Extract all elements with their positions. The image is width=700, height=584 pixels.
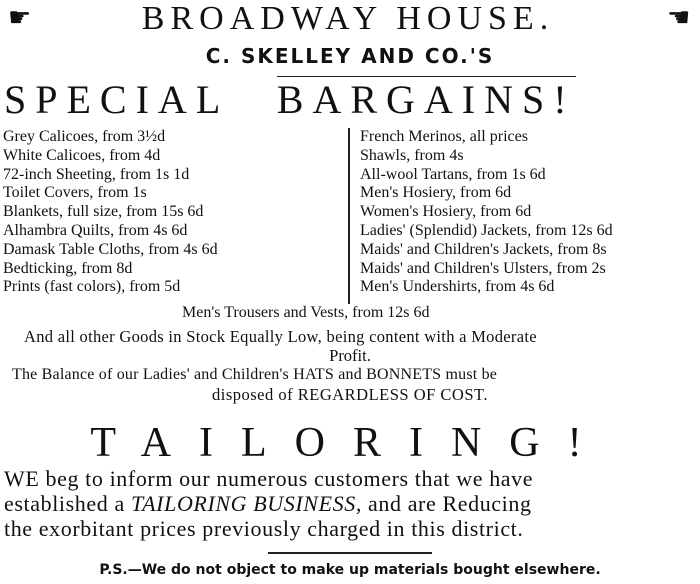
list-item: Bedticking, from 8d bbox=[3, 259, 133, 277]
list-item: Alhambra Quilts, from 4s 6d bbox=[3, 221, 188, 239]
list-item: Blankets, full size, from 15s 6d bbox=[3, 203, 204, 221]
list-item: Maids' and Children's Ulsters, from 2s bbox=[360, 259, 606, 277]
list-item: French Merinos, all prices bbox=[360, 128, 528, 145]
list-item: Ladies' (Splendid) Jackets, from 12s 6d bbox=[360, 221, 613, 239]
list-item: White Calicoes, from 4d bbox=[3, 146, 161, 164]
divider bbox=[268, 552, 432, 554]
headline bbox=[4, 78, 700, 122]
tailoring-text bbox=[4, 491, 532, 517]
tailoring-business-name: TAILORING BUSINESS, bbox=[130, 491, 362, 516]
store-title: BROADWAY HOUSE. bbox=[141, 0, 555, 37]
list-item: Toilet Covers, from 1s bbox=[3, 184, 147, 202]
pointing-hand-icon: ☛ bbox=[666, 3, 690, 32]
stock-notice: And all other Goods in Stock Equally Low, being content with a Moderate bbox=[24, 327, 537, 346]
list-item: Men's Trousers and Vests, from 12s 6d bbox=[182, 304, 430, 321]
list-item: Prints (fast colors), from 5d bbox=[3, 278, 181, 296]
list-item: Men's Undershirts, from 4s 6d bbox=[360, 278, 555, 296]
stock-notice-cont: Profit. bbox=[329, 346, 371, 365]
list-item: Grey Calicoes, from 3½d bbox=[3, 128, 166, 145]
bargain-list-right bbox=[360, 128, 613, 297]
list-item: Women's Hosiery, from 6d bbox=[360, 203, 532, 221]
tailoring-heading: TAILORING! bbox=[90, 420, 610, 466]
tailoring-text: the exorbitant prices previously charged in this district. bbox=[4, 516, 524, 541]
headline-word: SPECIAL bbox=[4, 77, 228, 122]
hats-notice: The Balance of our Ladies' and Children's HATS and BONNETS must be bbox=[12, 366, 498, 383]
list-item: Maids' and Children's Jackets, from 8s bbox=[360, 240, 607, 258]
list-item: 72-inch Sheeting, from 1s 1d bbox=[3, 165, 190, 183]
column-divider bbox=[348, 128, 350, 304]
tailoring-text-part: and are Reducing bbox=[368, 491, 532, 516]
list-item: Shawls, from 4s bbox=[360, 146, 464, 164]
postscript: P.S.—We do not object to make up materials bought elsewhere. bbox=[99, 562, 601, 578]
pointing-hand-icon: ☛ bbox=[8, 3, 32, 32]
hats-notice-cont: disposed of REGARDLESS OF COST. bbox=[211, 385, 488, 404]
bargain-list-left bbox=[3, 128, 218, 297]
list-item: Men's Hosiery, from 6d bbox=[360, 184, 512, 202]
tailoring-text: WE beg to inform our numerous customers that we have bbox=[4, 466, 534, 491]
firm-name: C. SKELLEY AND CO.'S bbox=[205, 44, 495, 68]
list-item: All-wool Tartans, from 1s 6d bbox=[360, 165, 546, 183]
list-item: Damask Table Cloths, from 4s 6d bbox=[3, 240, 218, 258]
headline-word: BARGAINS! bbox=[276, 77, 576, 122]
tailoring-text-part: established a bbox=[4, 491, 125, 516]
header bbox=[0, 0, 700, 40]
